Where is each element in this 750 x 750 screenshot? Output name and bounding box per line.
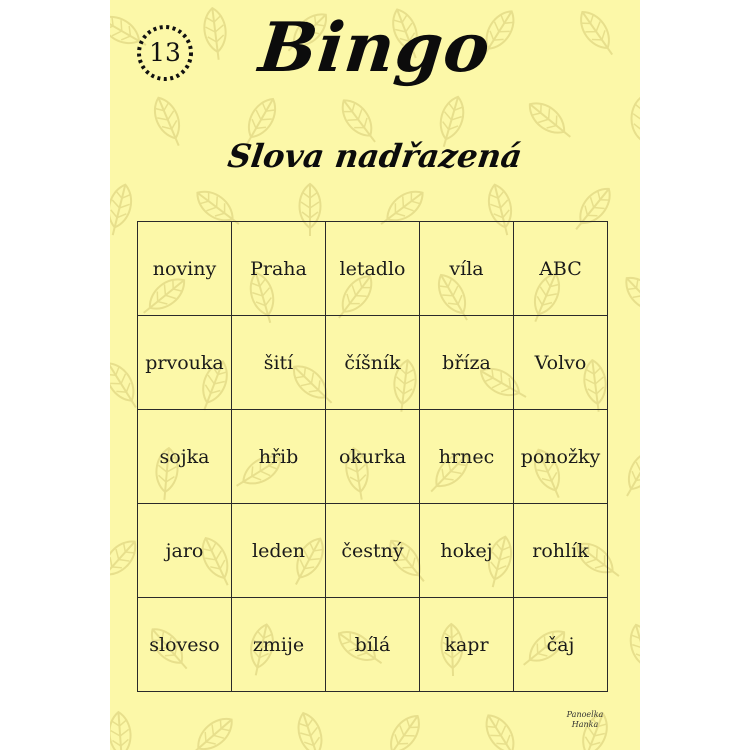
grid-cell: číšník xyxy=(326,316,420,410)
grid-row xyxy=(138,222,608,316)
grid-cell: šití xyxy=(232,316,326,410)
grid-cell: leden xyxy=(232,504,326,598)
bingo-grid xyxy=(137,221,608,692)
leaf-icon xyxy=(626,622,640,678)
grid-cell: letadlo xyxy=(326,222,420,316)
grid-cell: bílá xyxy=(326,598,420,692)
grid-cell: jaro xyxy=(138,504,232,598)
page-subtitle: Slova nadřazená xyxy=(225,137,525,175)
brand-line-2: Hanka xyxy=(571,720,599,729)
leaf-icon xyxy=(619,271,640,323)
grid-cell: okurka xyxy=(326,410,420,504)
grid-cell: čestný xyxy=(326,504,420,598)
grid-cell: hřib xyxy=(232,410,326,504)
brand-logo xyxy=(555,710,615,730)
grid-cell: kapr xyxy=(420,598,514,692)
leaf-icon xyxy=(185,712,238,750)
grid-cell: zmije xyxy=(232,598,326,692)
page-title: Bingo xyxy=(255,8,495,88)
leaf-icon xyxy=(110,711,133,750)
leaf-icon xyxy=(110,182,136,238)
grid-cell: víla xyxy=(420,222,514,316)
grid-row xyxy=(138,316,608,410)
grid-cell: hokej xyxy=(420,504,514,598)
grid-cell: Volvo xyxy=(514,316,608,410)
leaf-icon xyxy=(293,710,329,750)
grid-cell: ponožky xyxy=(514,410,608,504)
grid-cell: hrnec xyxy=(420,410,514,504)
grid-row xyxy=(138,410,608,504)
grid-cell: sojka xyxy=(138,410,232,504)
grid-cell: rohlík xyxy=(514,504,608,598)
grid-row xyxy=(138,504,608,598)
grid-cell: noviny xyxy=(138,222,232,316)
grid-cell: čaj xyxy=(514,598,608,692)
bingo-card xyxy=(110,0,640,750)
leaf-icon xyxy=(379,710,426,750)
leaf-icon xyxy=(618,446,640,502)
leaf-icon xyxy=(479,710,524,750)
grid-cell: bříza xyxy=(420,316,514,410)
grid-row xyxy=(138,598,608,692)
grid-cell: prvouka xyxy=(138,316,232,410)
card-number: 13 xyxy=(149,38,181,67)
grid-cell: ABC xyxy=(514,222,608,316)
brand-line-1: Panoelka xyxy=(566,710,604,719)
grid-cell: Praha xyxy=(232,222,326,316)
grid-cell: sloveso xyxy=(138,598,232,692)
